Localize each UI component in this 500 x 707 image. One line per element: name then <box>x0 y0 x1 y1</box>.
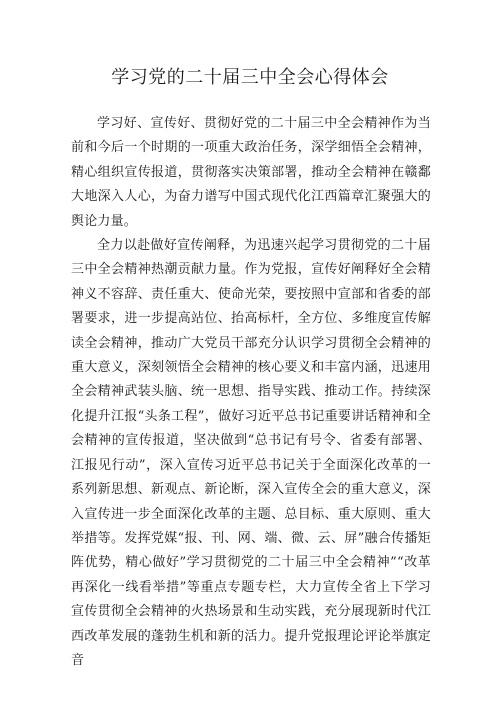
document-body <box>71 112 431 673</box>
document-title: 学习党的二十届三中全会心得体会 <box>111 67 389 88</box>
paragraph-1: 学习好、宣传好、贯彻好党的二十届三中全会精神作为当前和今后一个时期的一项重大政治任务，深学细悟全会精神，精心组织宣传报道，贯彻落实决策部署，推动全会精神在赣鄱大地深入人心，为奋力谱写中国式现代化江西篇章汇聚强大的舆论力量。 <box>71 116 431 229</box>
paragraph-2: 全力以赴做好宣传阐释，为迅速兴起学习贯彻党的二十届三中全会精神热潮贡献力量。作为党报，宣传好阐释好全会精神义不容辞、责任重大、使命光荣，要按照中宣部和省委的部署要求，进一步提高站位、抬高标杆，全方位、多维度宣传解读全会精神，推动广大党员干部充分认识学习贯彻全会精神的重大意义，深刻领悟全会精神的核心要义和丰富内涵，迅速用全会精神武装头脑、统一思想、指导实践、推动工作。持续深化提升江报“头条工程”，做好习近平总书记重要讲话精神和全会精神的宣传报道，坚决做到“总书记有号令、省委有部署、江报见行动”，深入宣传习近平总书记关于全面深化改革的一系列新思想、新观点、新论断，深入宣传全会的重大意义，深入宣传进一步全面深化改革的主题、总目标、重大原则、重大举措等。发挥党媒“报、刊、网、端、微、云、屏”融合传播矩阵优势，精心做好”学习贯彻党的二十届三中全会精神”“改革再深化一线看举措”等重点专题专栏，大力宣传全省上下学习宣传贯彻全会精神的火热场景和生动实践，充分展现新时代江西改革发展的蓬勃生机和新的活力。提升党报理论评论举旗定音 <box>71 238 431 668</box>
